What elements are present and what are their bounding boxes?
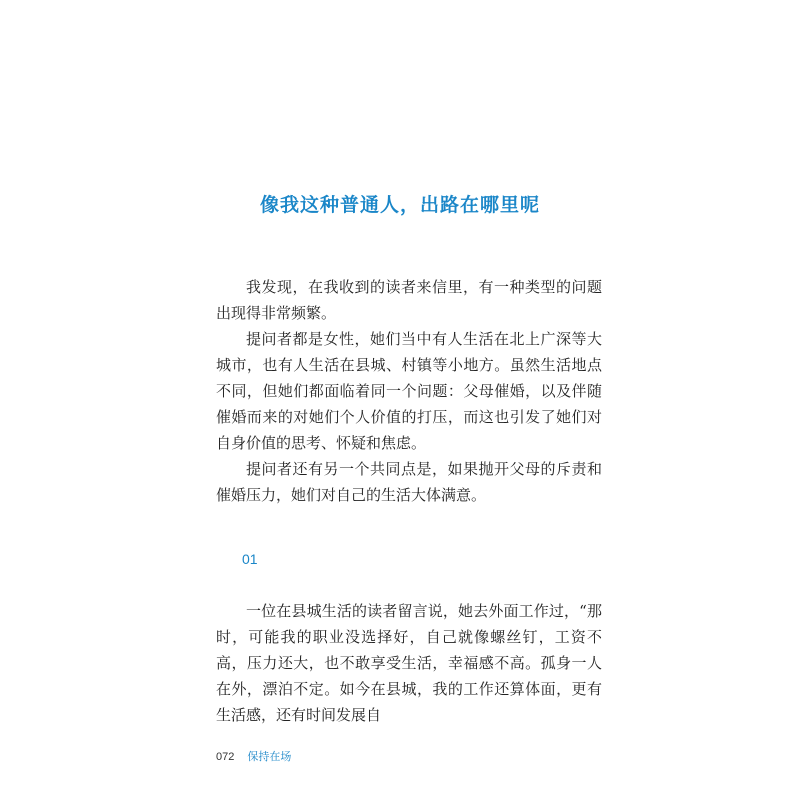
paragraph: 提问者还有另一个共同点是，如果抛开父母的斥责和催婚压力，她们对自己的生活大体满意。 xyxy=(216,460,602,504)
paragraph: 一位在县城生活的读者留言说，她去外面工作过，“那时，可能我的职业没选择好，自己就像螺丝钉，工资不高，压力还大，也不敢享受生活，幸福感不高。孤身一人在外，漂泊不定。如今在县城，我的工作还算体面，更有生活感，还有时间发展自 xyxy=(216,602,602,724)
page-number: 072 xyxy=(216,751,235,763)
section-text xyxy=(216,598,602,728)
section-number: 01 xyxy=(242,551,258,567)
page-footer xyxy=(216,748,291,764)
paragraph: 我发现，在我收到的读者来信里，有一种类型的问题出现得非常频繁。 xyxy=(216,278,602,322)
paragraph: 提问者都是女性，她们当中有人生活在北上广深等大城市，也有人生活在县城、村镇等小地方。虽然生活地点不同，但她们都面临着同一个问题：父母催婚，以及伴随催婚而来的对她们个人价值的打压，而这也引发了她们对自身价值的思考、怀疑和焦虑。 xyxy=(216,330,602,452)
intro-text xyxy=(216,274,602,508)
chapter-title: 像我这种普通人，出路在哪里呢 xyxy=(259,194,540,216)
running-title: 保持在场 xyxy=(247,751,292,763)
